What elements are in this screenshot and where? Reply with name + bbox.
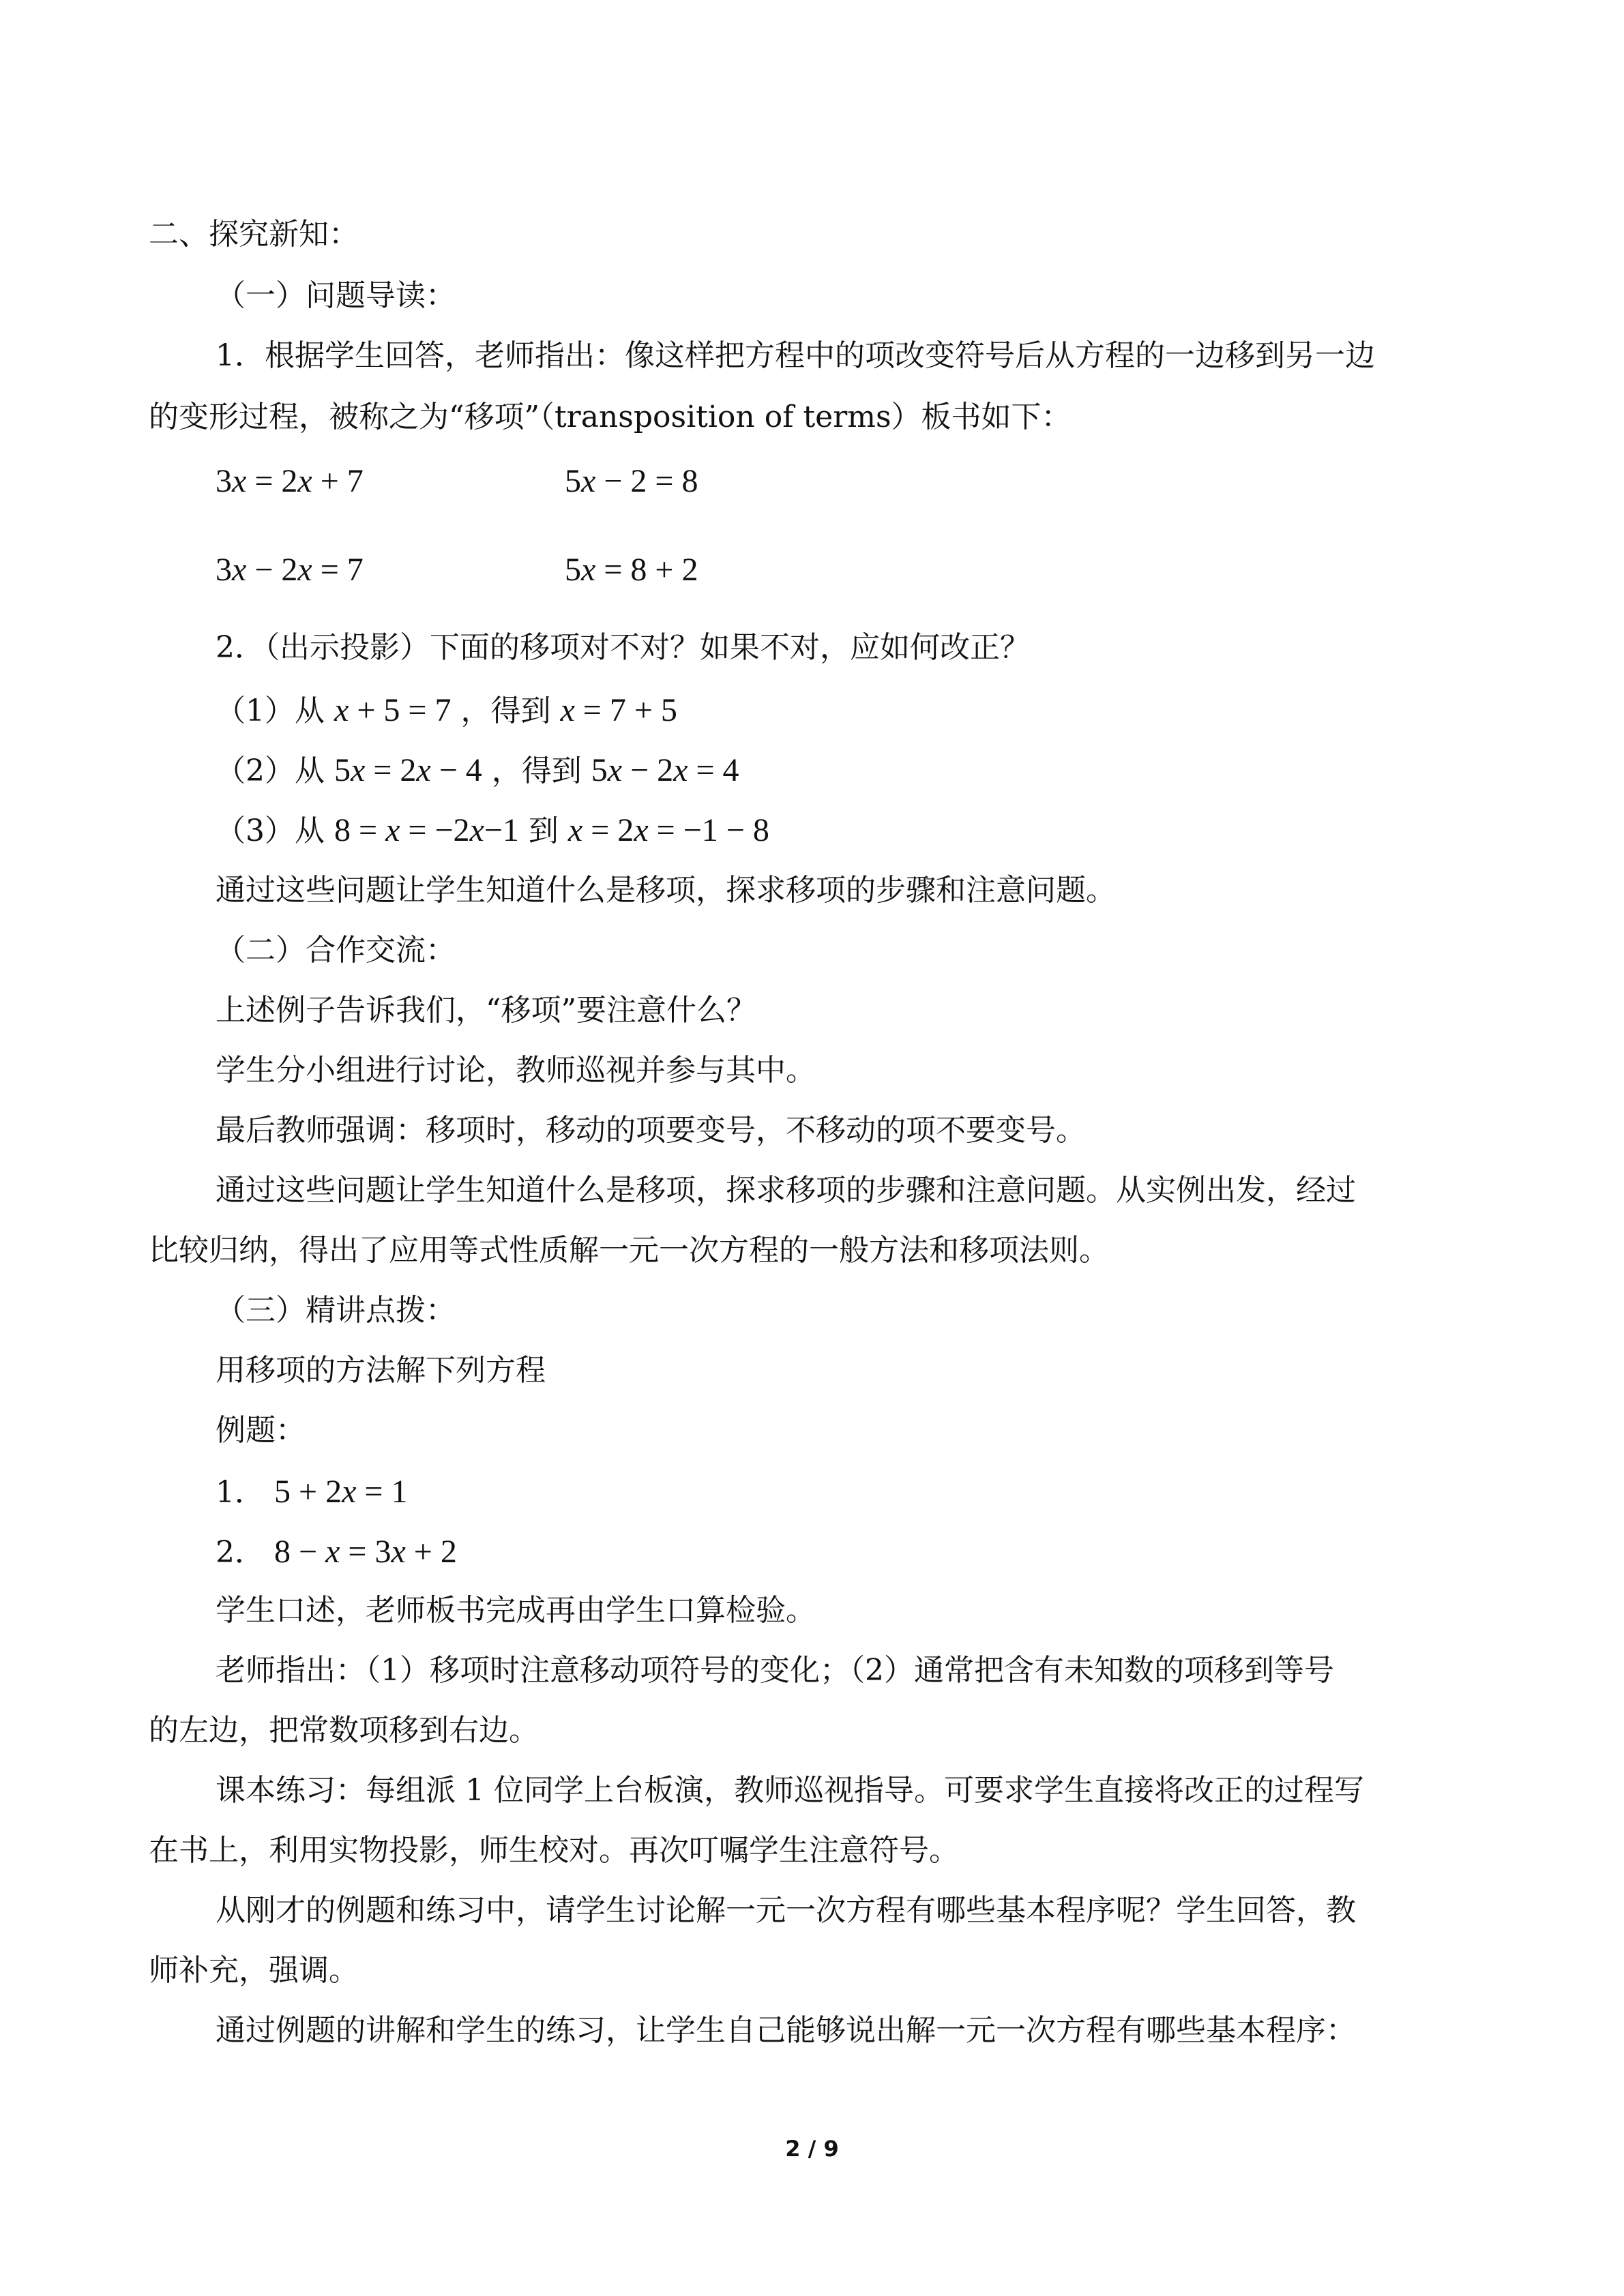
paragraph-line: 通过例题的讲解和学生的练习，让学生自己能够说出解一元一次方程有哪些基本程序：: [216, 2013, 1356, 2048]
paragraph-line: 学生分小组进行讨论，教师巡视并参与其中。: [216, 1053, 816, 1088]
question-item: （2）从 5x = 2x − 4 ，得到 5x − 2x = 4: [216, 752, 739, 788]
equation: 5x = 8 + 2: [565, 552, 698, 588]
subsection-heading: （二）合作交流：: [216, 933, 456, 968]
paragraph-line: 学生口述，老师板书完成再由学生口算检验。: [216, 1593, 816, 1628]
subsection-heading: （三）精讲点拨：: [216, 1293, 456, 1328]
paragraph-line: 例题：: [216, 1413, 306, 1448]
example-item: 2． 8 − x = 3x + 2: [216, 1534, 457, 1570]
paragraph-line: 上述例子告诉我们，“移项”要注意什么？: [216, 993, 756, 1028]
paragraph-line: 1．根据学生回答，老师指出：像这样把方程中的项改变符号后从方程的一边移到另一边: [216, 338, 1375, 373]
page-number: 2 / 9: [785, 2136, 839, 2162]
paragraph-line: 老师指出：（1）移项时注意移动项符号的变化；（2）通常把含有未知数的项移到等号: [216, 1653, 1334, 1688]
paragraph-line: 师补充，强调。: [149, 1953, 359, 1988]
paragraph-line: 在书上，利用实物投影，师生校对。再次叮嘱学生注意符号。: [149, 1833, 959, 1868]
paragraph-line: 用移项的方法解下列方程: [216, 1353, 546, 1388]
paragraph-line: 从刚才的例题和练习中，请学生讨论解一元一次方程有哪些基本程序呢？学生回答，教: [216, 1893, 1356, 1928]
equation: 3x − 2x = 7: [216, 552, 364, 588]
paragraph-line: 最后教师强调：移项时，移动的项要变号，不移动的项不要变号。: [216, 1113, 1086, 1148]
question-item: （3）从 8 = x = −2x−1 到 x = 2x = −1 − 8: [216, 812, 769, 848]
paragraph-line: 的左边，把常数项移到右边。: [149, 1713, 539, 1748]
question-item: （1）从 x + 5 = 7 ，得到 x = 7 + 5: [216, 692, 677, 728]
paragraph-line: 2．（出示投影）下面的移项对不对？如果不对，应如何改正？: [216, 630, 1030, 665]
paragraph-line: 的变形过程，被称之为“移项”（transposition of terms）板书如下：: [149, 400, 1072, 434]
paragraph-line: 通过这些问题让学生知道什么是移项，探求移项的步骤和注意问题。从实例出发，经过: [216, 1173, 1356, 1208]
equation: 3x = 2x + 7: [216, 463, 364, 499]
paragraph-line: 比较归纳，得出了应用等式性质解一元一次方程的一般方法和移项法则。: [149, 1233, 1109, 1268]
equation: 5x − 2 = 8: [565, 463, 698, 499]
section-heading: 二、探究新知：: [149, 217, 359, 252]
subsection-heading: （一）问题导读：: [216, 278, 456, 313]
example-item: 1． 5 + 2x = 1: [216, 1474, 408, 1510]
paragraph-line: 课本练习：每组派 1 位同学上台板演，教师巡视指导。可要求学生直接将改正的过程写: [216, 1773, 1364, 1808]
paragraph-line: 通过这些问题让学生知道什么是移项，探求移项的步骤和注意问题。: [216, 873, 1116, 908]
